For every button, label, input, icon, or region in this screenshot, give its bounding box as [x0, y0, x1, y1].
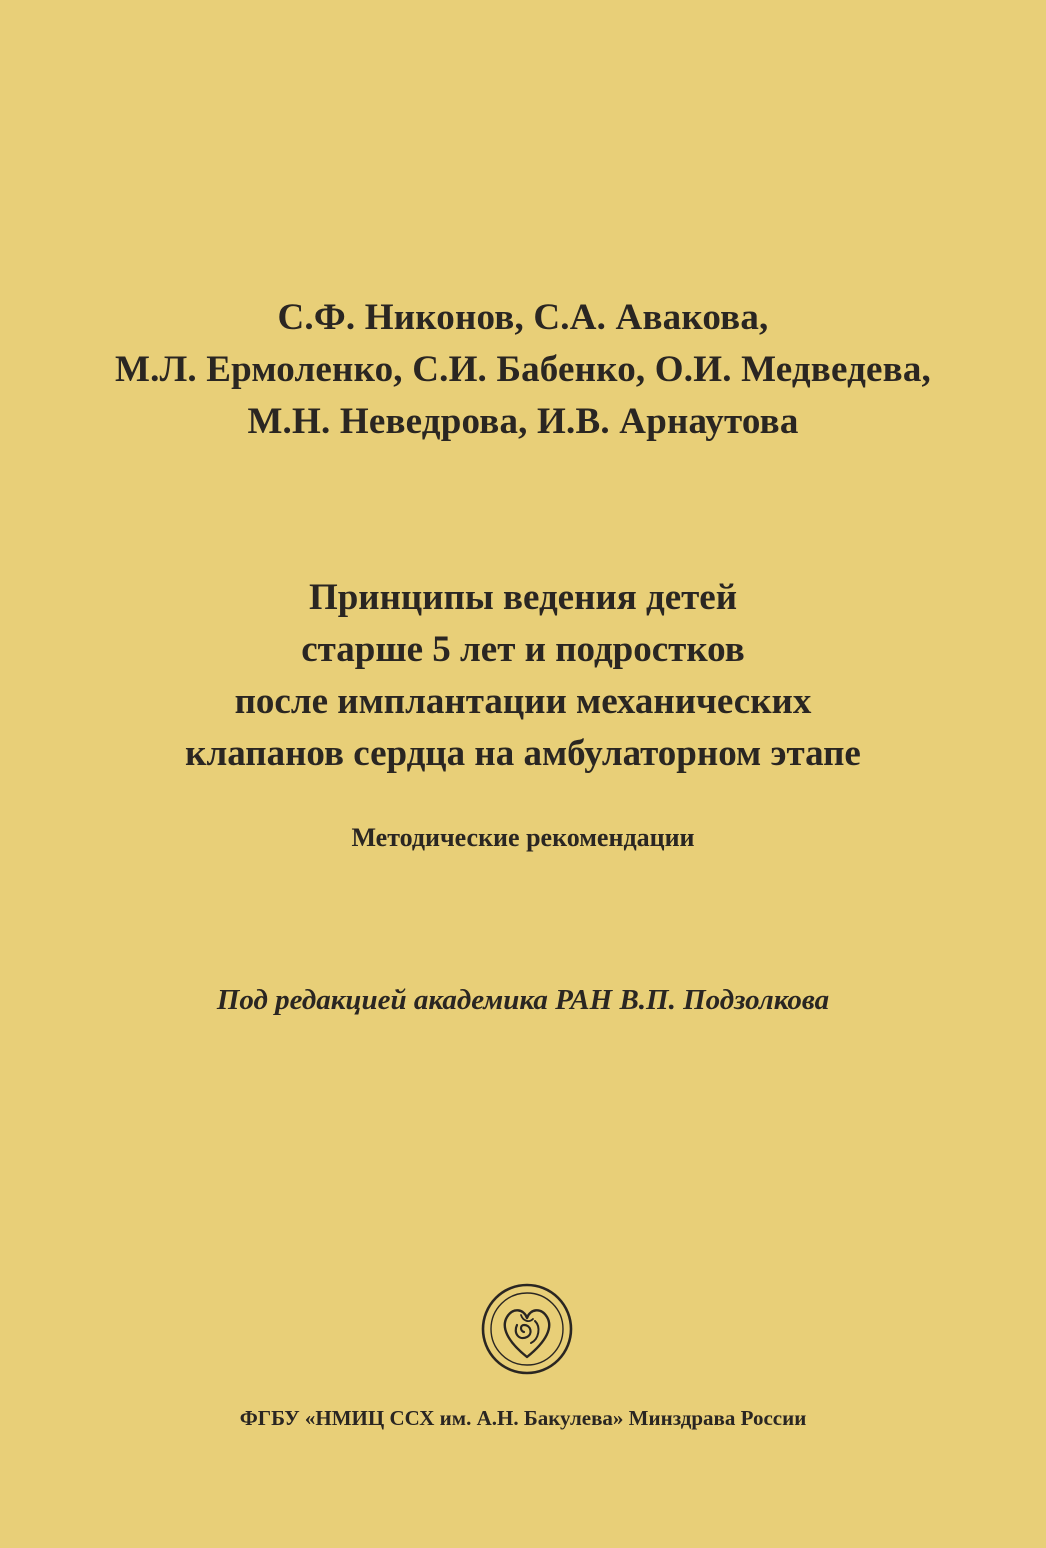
title-line: после имплантации механических [234, 681, 812, 722]
subtitle: Методические рекомендации [351, 823, 695, 852]
authors-line: С.Ф. Никонов, С.А. Авакова, [277, 297, 769, 338]
editor-credit: Под редакцией академика РАН В.П. Подзолкова [216, 984, 830, 1016]
authors-block [0, 292, 1046, 448]
publisher-name: ФГБУ «НМИЦ ССХ им. А.Н. Бакулева» Минздрава России [239, 1406, 807, 1430]
publisher-emblem-icon [477, 1277, 577, 1381]
title-line: Принципы ведения детей [308, 577, 738, 618]
title-line: клапанов сердца на амбулаторном этапе [185, 733, 861, 774]
authors-line: М.Н. Неведрова, И.В. Арнаутова [247, 401, 799, 442]
title-line: старше 5 лет и подростков [301, 629, 745, 670]
authors-line: М.Л. Ермоленко, С.И. Бабенко, О.И. Медведева, [115, 349, 931, 390]
book-title [0, 572, 1046, 780]
